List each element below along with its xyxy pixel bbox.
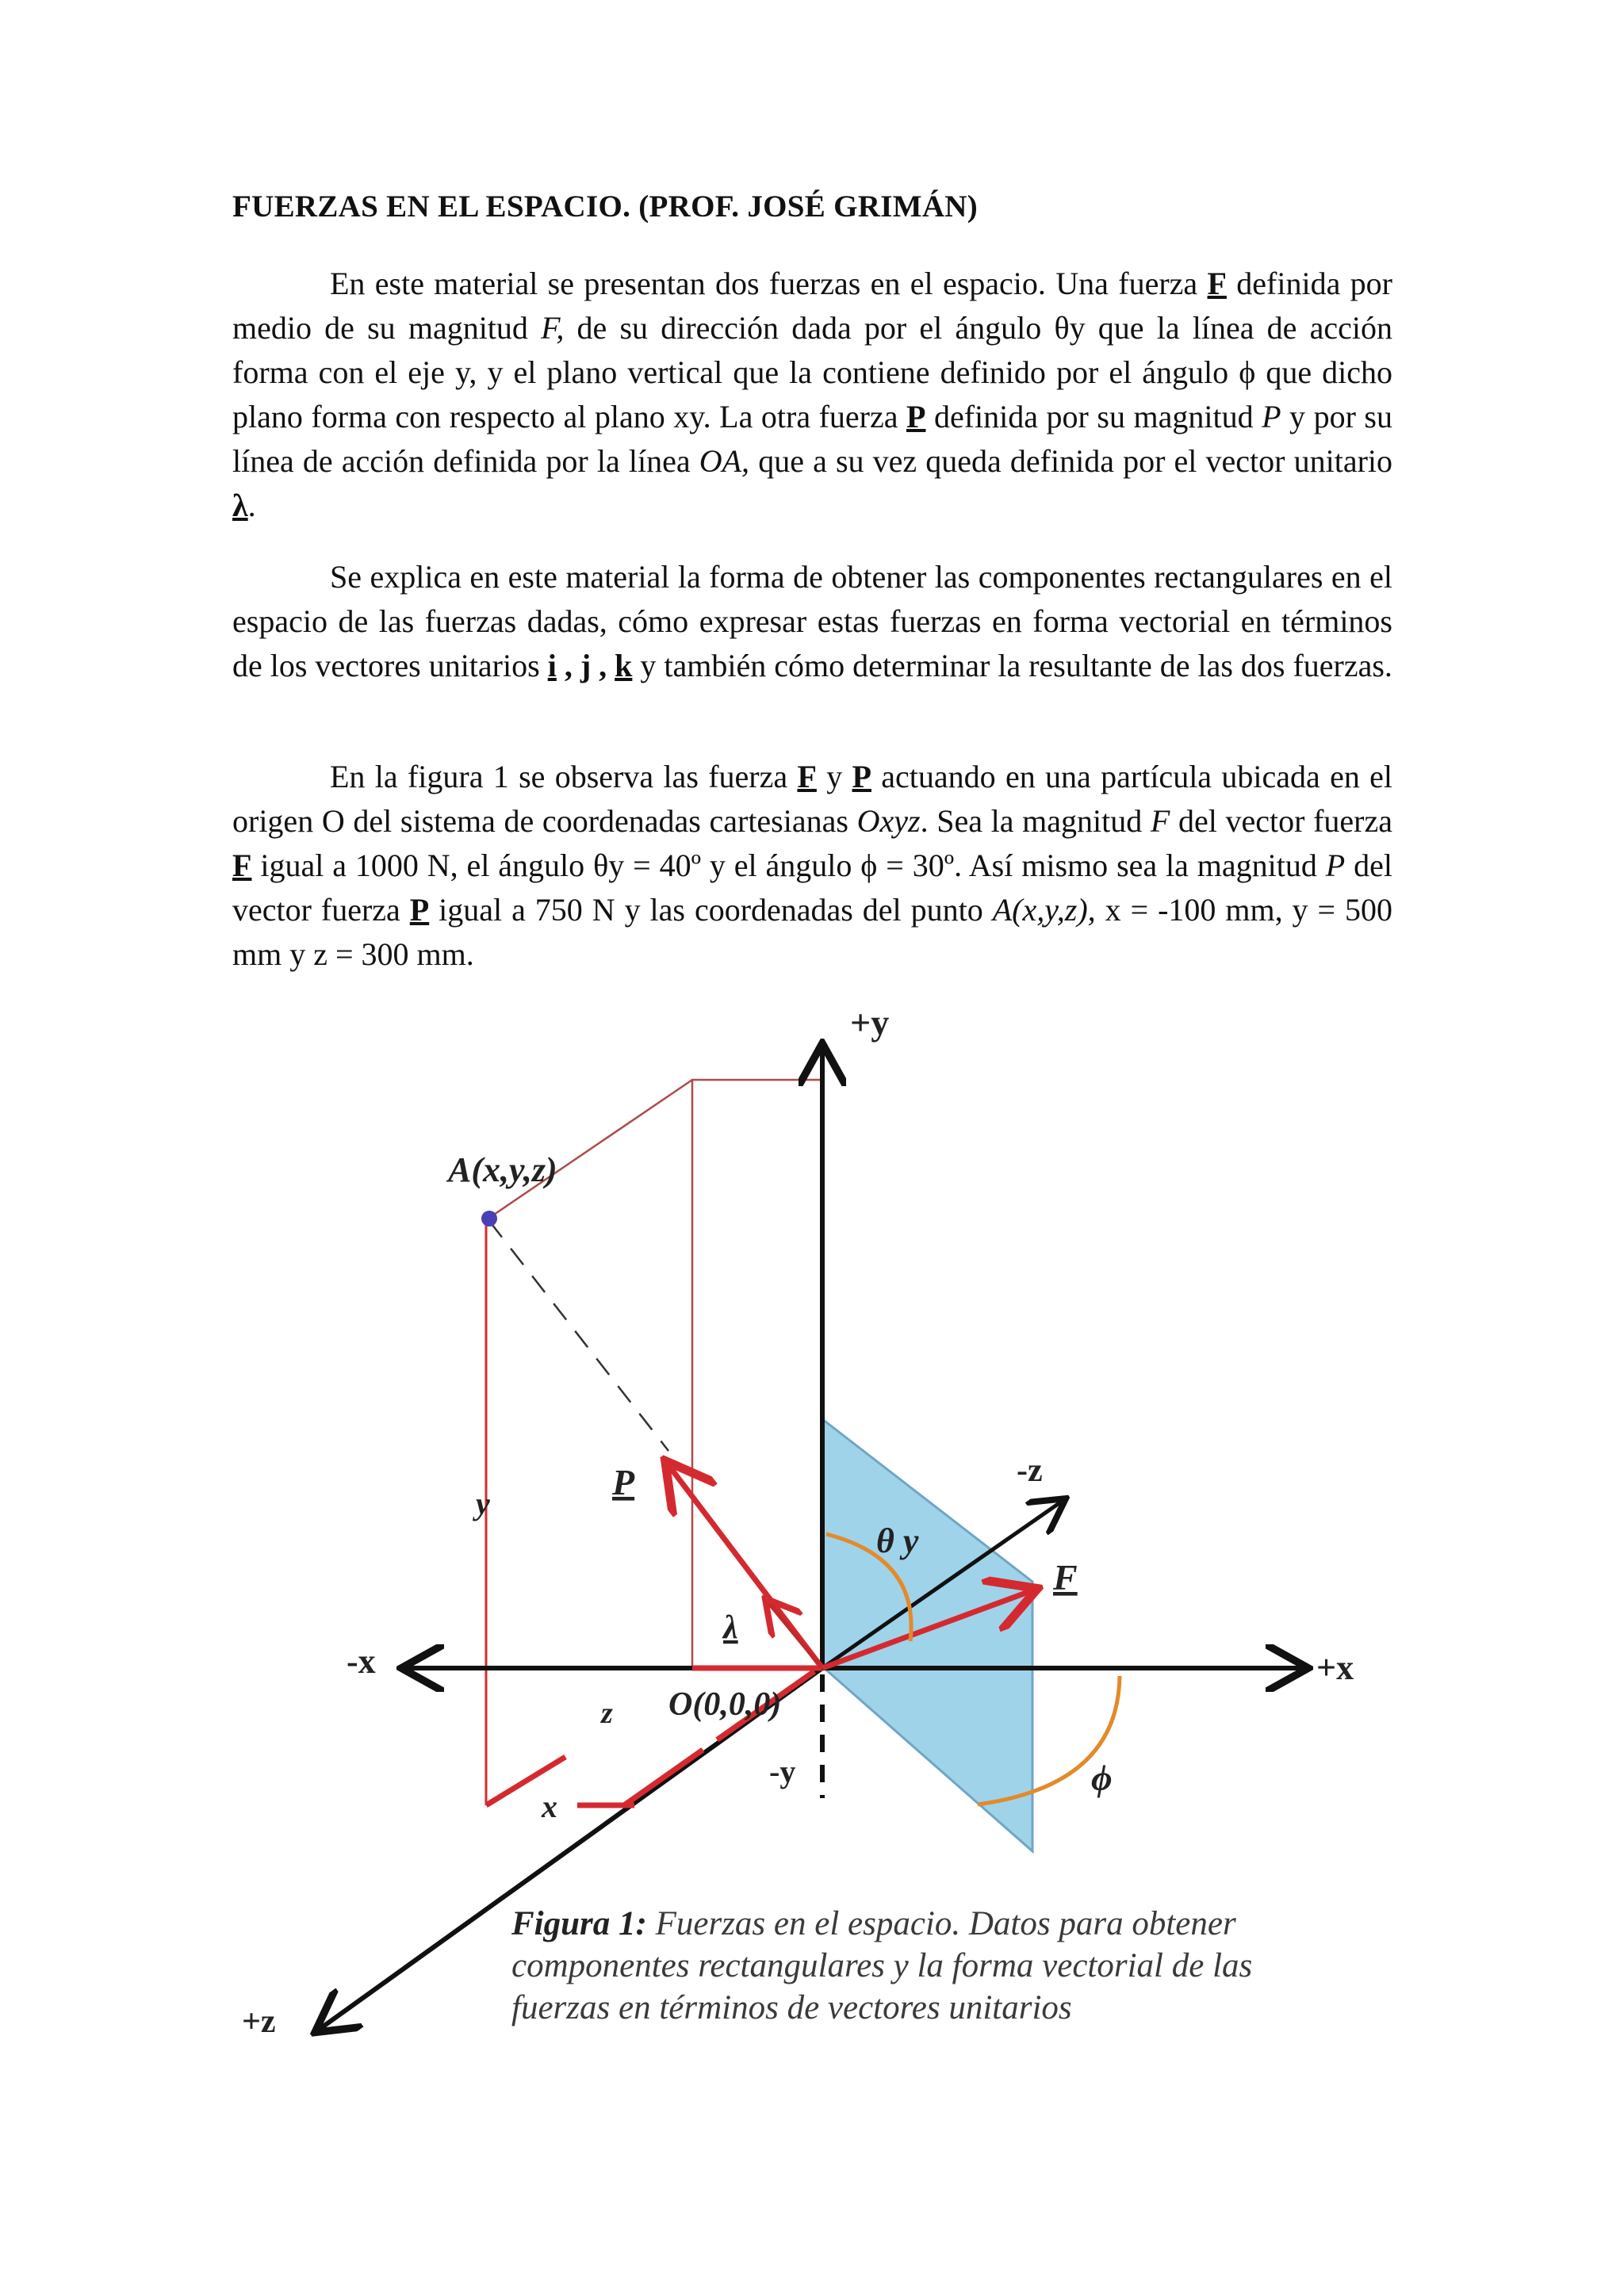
paragraph-1: En este material se presentan dos fuerzas en el espacio. Una fuerza F definida por medio de su magnitud F, de su dirección dada por el ángulo θy que la línea de acción forma con el eje y, y el plano vertical que la contiene definido por el ángulo ϕ que dicho plano forma con respecto al plano xy. La otra fuerza P definida por su magnitud P y por su línea de acción definida por la línea OA, que a su vez queda definida por el vector unitario λ. [232, 266, 1393, 523]
minus-z-label: -z [1017, 1452, 1043, 1489]
guide-line-top [489, 1080, 692, 1218]
paragraph-3: En la figura 1 se observa las fuerza F y P actuando en una partícula ubicada en el origen O del sistema de coordenadas cartesianas Oxyz. Sea la magnitud F del vector fuerza F igual a 1000 N, el ángulo θy = 40º y el ángulo ϕ = 30º. Así mismo sea la magnitud P del vector fuerza P igual a 750 N y las coordenadas del punto A(x,y,z), x = -100 mm, y = 500 mm y z = 300 mm. [232, 759, 1393, 972]
minus-x-label: -x [347, 1642, 376, 1681]
minus-y-label: -y [769, 1754, 796, 1789]
plus-x-label: +x [1316, 1648, 1354, 1687]
f-vector-label: F [1053, 1557, 1078, 1598]
x-dimension-label: x [542, 1789, 557, 1824]
p-vector-label: P [612, 1462, 635, 1502]
page-title: FUERZAS EN EL ESPACIO. (PROF. JOSÉ GRIMÁN) [232, 189, 979, 224]
origin-label: O(0,0,0) [668, 1686, 782, 1723]
lambda-arrow [768, 1601, 822, 1668]
point-a-label: A(x,y,z) [448, 1150, 557, 1189]
phi-label: ϕ [1091, 1758, 1113, 1798]
paragraph-2: Se explica en este material la forma de obtener las componentes rectangulares en el espacio de las fuerzas dadas, cómo expresar estas fuerzas en forma vectorial en términos de los vectores unitarios i , j , k y también cómo determinar la resultante de las dos fuerzas. [232, 559, 1392, 683]
y-dimension-label: y [476, 1486, 490, 1521]
vertical-plane [822, 1419, 1032, 1851]
figure-1-diagram [0, 983, 1624, 2077]
lambda-label: λ [723, 1609, 738, 1646]
line-oa-dashed [489, 1221, 668, 1451]
theta-y-label: θ y [876, 1521, 919, 1560]
figure-caption-line-2: componentes rectangulares y la forma vectorial de las [511, 1947, 1253, 1984]
point-a-dot [481, 1211, 497, 1226]
figure-caption: Figura 1: Fuerzas en el espacio. Datos para obtener [511, 1905, 1236, 1942]
z-dimension-label: z [601, 1697, 613, 1730]
plus-z-label: +z [242, 2003, 276, 2040]
figure-caption-line-3: fuerzas en términos de vectores unitarios [511, 1989, 1072, 2026]
plus-y-label: +y [850, 1002, 890, 1043]
